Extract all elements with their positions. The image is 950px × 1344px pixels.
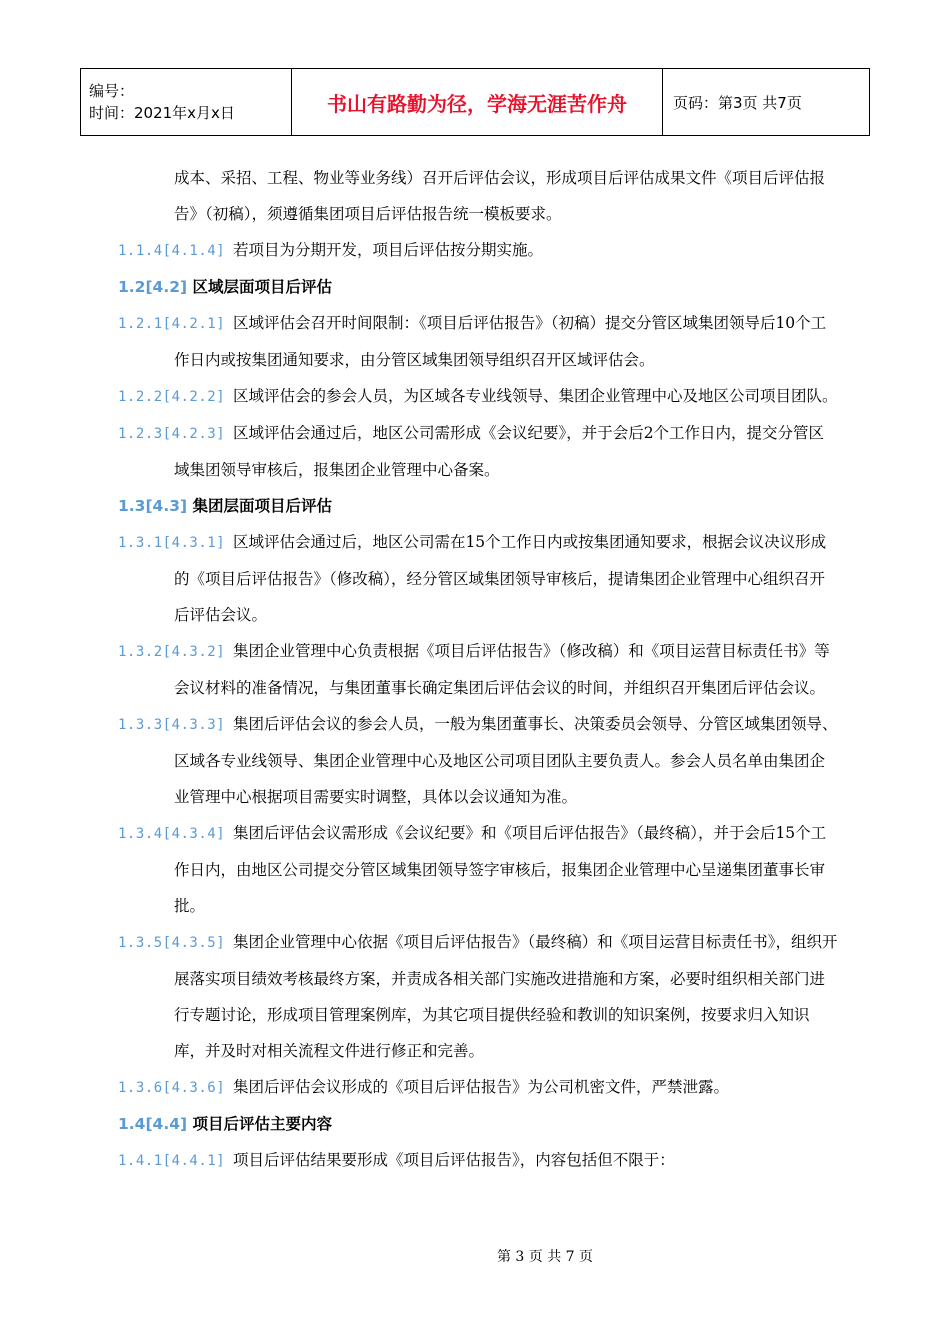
document-body (118, 160, 838, 1179)
clause-1-1-4: 1.1.4[4.1.4] 若项目为分期开发，项目后评估按分期实施。 (118, 232, 838, 269)
clause-1-3-6: 1.3.6[4.3.6] 集团后评估会议形成的《项目后评估报告》为公司机密文件，严禁泄露。 (118, 1069, 838, 1106)
section-heading-1-3 (118, 488, 838, 524)
clause-number: 1.2.2[4.2.2] (118, 389, 226, 405)
header-page-info: 页码：第3页 共7页 (663, 69, 870, 136)
clause-1-2-3: 1.2.3[4.2.3] 区域评估会通过后，地区公司需形成《会议纪要》，并于会后2个工作日内，提交分管区域集团领导审核后，报集团企业管理中心备案。 (118, 415, 838, 488)
section-title: 项目后评估主要内容 (192, 1115, 333, 1133)
paragraph: 成本、采招、工程、物业等业务线）召开后评估会议，形成项目后评估成果文件《项目后评估报告》（初稿），须遵循集团项目后评估报告统一模板要求。 (174, 169, 826, 223)
section-number: 1.4[4.4] (118, 1115, 188, 1133)
clause-number: 1.2.1[4.2.1] (118, 316, 226, 332)
time-label: 时间：2021年x月x日 (89, 104, 235, 122)
clause-number: 1.1.4[4.1.4] (118, 243, 226, 259)
clause-number: 1.3.4[4.3.4] (118, 826, 226, 842)
section-title: 区域层面项目后评估 (192, 278, 333, 296)
clause-number: 1.3.6[4.3.6] (118, 1080, 226, 1096)
header-motto: 书山有路勤为径，学海无涯苦作舟 (292, 69, 663, 136)
clause-number: 1.3.1[4.3.1] (118, 535, 226, 551)
clause-1-2-2: 1.2.2[4.2.2] 区域评估会的参会人员，为区域各专业线领导、集团企业管理中心及地区公司项目团队。 (118, 378, 838, 415)
clause-1-4-1: 1.4.1[4.4.1] 项目后评估结果要形成《项目后评估报告》，内容包括但不限于： (118, 1142, 838, 1179)
section-number: 1.2[4.2] (118, 278, 188, 296)
clause-number: 1.2.3[4.2.3] (118, 426, 226, 442)
clause-1-3-3: 1.3.3[4.3.3] 集团后评估会议的参会人员，一般为集团董事长、决策委员会领导、分管区域集团领导、区域各专业线领导、集团企业管理中心及地区公司项目团队主要负责人。参会人员名单由集团企业管理中心根据项目需要实时调整，具体以会议通知为准。 (118, 706, 838, 815)
section-title: 集团层面项目后评估 (192, 497, 333, 515)
page-header (80, 68, 870, 136)
clause-1-3-1: 1.3.1[4.3.1] 区域评估会通过后，地区公司需在15个工作日内或按集团通知要求，根据会议决议形成的《项目后评估报告》（修改稿），经分管区域集团领导审核后，提请集团企业管理中心组织召开后评估会议。 (118, 524, 838, 633)
clause-number: 1.3.2[4.3.2] (118, 644, 226, 660)
number-label: 编号： (89, 82, 135, 100)
page-footer: 第 3 页 共 7 页 (496, 1249, 594, 1265)
clause-number: 1.4.1[4.4.1] (118, 1153, 226, 1169)
clause-number: 1.3.5[4.3.5] (118, 935, 226, 951)
section-heading-1-4 (118, 1106, 838, 1142)
clause-1-3-5: 1.3.5[4.3.5] 集团企业管理中心依据《项目后评估报告》（最终稿）和《项目运营目标责任书》，组织开展落实项目绩效考核最终方案，并责成各相关部门实施改进措施和方案，必要时组织相关部门进行专题讨论，形成项目管理案例库，为其它项目提供经验和教训的知识案例，按要求归入知识库，并及时对相关流程文件进行修正和完善。 (118, 924, 838, 1069)
header-meta (81, 69, 292, 136)
clause-1-3-2: 1.3.2[4.3.2] 集团企业管理中心负责根据《项目后评估报告》（修改稿）和《项目运营目标责任书》等会议材料的准备情况，与集团董事长确定集团后评估会议的时间，并组织召开集团后评估会议。 (118, 633, 838, 706)
section-number: 1.3[4.3] (118, 497, 188, 515)
clause-1-3-4: 1.3.4[4.3.4] 集团后评估会议需形成《会议纪要》和《项目后评估报告》（最终稿），并于会后15个工作日内，由地区公司提交分管区域集团领导签字审核后，报集团企业管理中心呈递集团董事长审批。 (118, 815, 838, 924)
clause-1-2-1: 1.2.1[4.2.1] 区域评估会召开时间限制：《项目后评估报告》（初稿）提交分管区域集团领导后10个工作日内或按集团通知要求，由分管区域集团领导组织召开区域评估会。 (118, 305, 838, 378)
clause-number: 1.3.3[4.3.3] (118, 717, 226, 733)
section-heading-1-2 (118, 269, 838, 305)
